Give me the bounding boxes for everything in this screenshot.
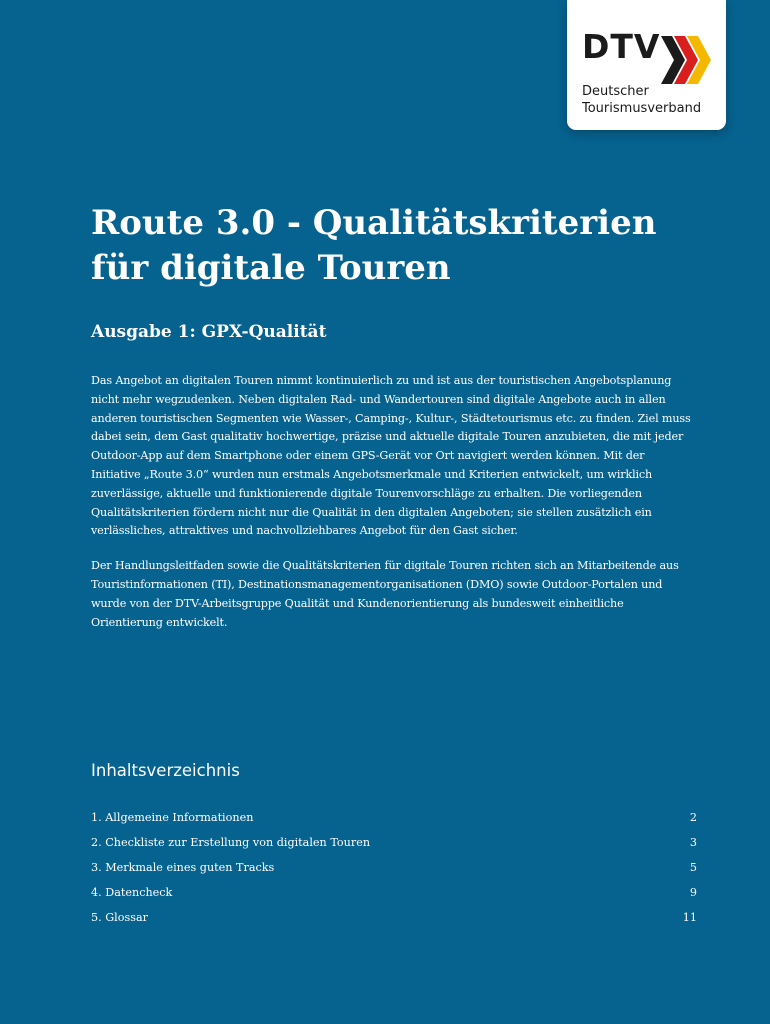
- toc-item-label: 1. Allgemeine Informationen: [91, 811, 254, 824]
- toc-item-page: 2: [689, 811, 697, 824]
- logo-letters: DTV: [582, 27, 661, 66]
- logo-subtitle: Deutscher Tourismusverband: [582, 84, 702, 116]
- toc-item-label: 4. Datencheck: [91, 886, 173, 899]
- toc-item[interactable]: [91, 883, 697, 908]
- toc-item-label: 3. Merkmale eines guten Tracks: [91, 861, 275, 874]
- toc-item-label: 2. Checkliste zur Erstellung von digitalen Touren: [91, 836, 371, 849]
- toc-item-label: 5. Glossar: [91, 911, 148, 924]
- page-title: Route 3.0 - Qualitätskriterien für digitale Touren: [91, 203, 657, 288]
- page-subtitle: Ausgabe 1: GPX-Qualität: [91, 322, 327, 342]
- dtv-logo: [567, 0, 726, 130]
- intro-paragraph: Das Angebot an digitalen Touren nimmt kontinuierlich zu und ist aus der touristischen Angebotsplanung nicht mehr wegzudenken. Neben digitalen Rad- und Wandertouren sind digitale Angebote auch in allen anderen touristischen Segmenten wie Wasser-, Camping-, Kultur-, Städtetourismus etc. zu finden. Ziel muss dabei sein, dem Gast qualitativ hochwertige, präzise und aktuelle digitale Touren anzubieten, die mit jeder Outdoor-App auf dem Smartphone oder einem GPS-Gerät vor Ort navigiert werden können. Mit der Initiative „Route 3.0“ wurden nun erstmals Angebotsmerkmale und Kriterien entwickelt, um wirklich zuverlässige, aktuelle und funktionierende digitale Tourenvorschläge zu erhalten. Die vorliegenden Qualitätskriterien fördern nicht nur die Qualität in den digitalen Angeboten; sie stellen zusätzlich ein verlässliches, attraktives und nachvollziehbares Angebot für den Gast sicher.: [91, 374, 691, 538]
- chevron-stripes-icon: [659, 32, 715, 88]
- intro-text: [91, 372, 691, 648]
- toc-item-page: 11: [682, 911, 697, 924]
- toc-item-page: 3: [689, 836, 697, 849]
- toc-item[interactable]: [91, 858, 697, 883]
- toc-item[interactable]: [91, 908, 697, 933]
- toc-item[interactable]: [91, 808, 697, 833]
- toc-item-page: 9: [689, 886, 697, 899]
- toc-item-page: 5: [689, 861, 697, 874]
- table-of-contents: [91, 808, 697, 933]
- intro-paragraph: Der Handlungsleitfaden sowie die Qualitätskriterien für digitale Touren richten sich an Mitarbeitende aus Touristinformationen (TI), Destinationsmanagementorganisationen (DMO) sowie Outdoor-Portalen und wurde von der DTV-Arbeitsgruppe Qualität und Kundenorientierung als bundesweit einheitliche Orientierung entwickelt.: [91, 559, 679, 629]
- toc-heading: Inhaltsverzeichnis: [91, 761, 240, 780]
- toc-item[interactable]: [91, 833, 697, 858]
